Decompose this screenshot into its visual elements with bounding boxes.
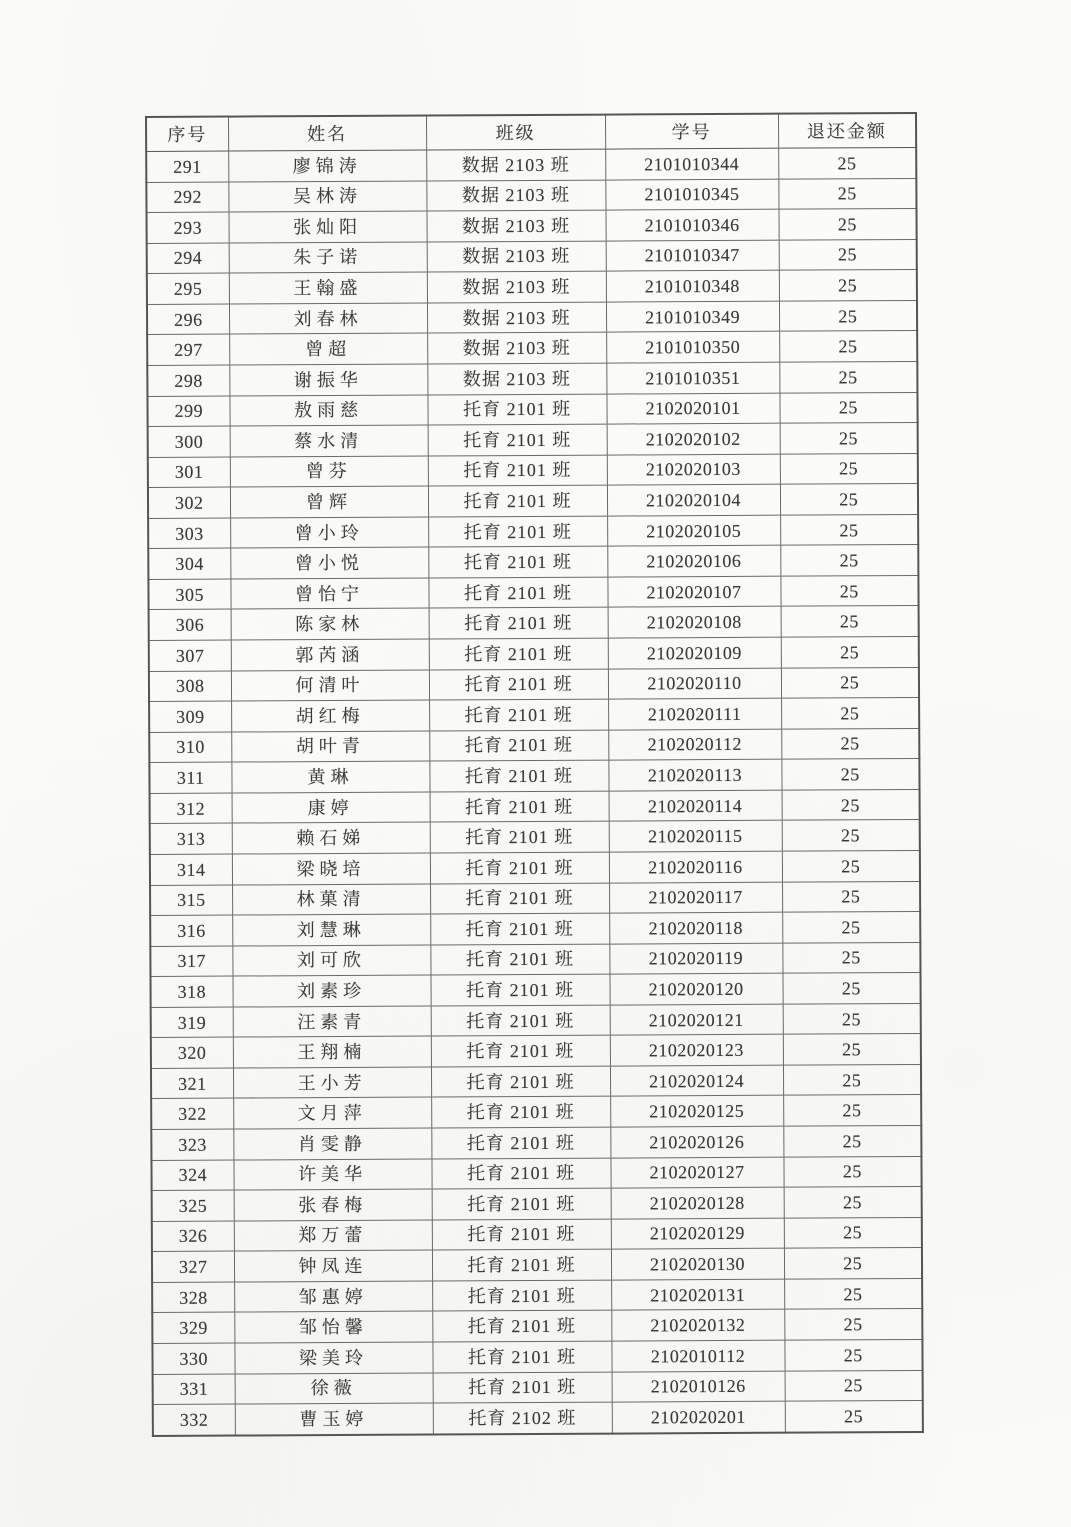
cell-class: 托育 2101 班: [430, 944, 609, 975]
cell-index: 323: [151, 1129, 233, 1160]
cell-index: 320: [151, 1037, 233, 1068]
cell-class: 托育 2101 班: [431, 1127, 610, 1158]
cell-amount: 25: [785, 1370, 923, 1401]
cell-class: 托育 2101 班: [428, 424, 607, 455]
cell-student-id: 2101010351: [606, 362, 779, 393]
cell-class: 托育 2101 班: [430, 821, 609, 852]
cell-class: 托育 2101 班: [433, 1372, 612, 1403]
cell-amount: 25: [782, 912, 920, 943]
table-row: [150, 881, 920, 916]
cell-name: 许美华: [233, 1159, 431, 1191]
cell-name: 胡叶青: [231, 731, 429, 763]
cell-name: 廖锦涛: [228, 150, 426, 182]
cell-index: 313: [150, 823, 232, 854]
cell-index: 316: [150, 915, 232, 946]
cell-name: 郑万蕾: [234, 1220, 432, 1252]
cell-class: 数据 2103 班: [426, 180, 605, 211]
table-row: [148, 575, 918, 610]
cell-class: 数据 2103 班: [427, 210, 606, 241]
cell-index: 303: [148, 518, 230, 549]
table-row: [148, 514, 918, 549]
cell-name: 何清叶: [231, 670, 429, 702]
cell-student-id: 2102020106: [607, 545, 780, 576]
table-header-row: [146, 113, 916, 152]
cell-name: 吴林涛: [228, 181, 426, 213]
table-row: [146, 178, 916, 213]
cell-amount: 25: [781, 759, 919, 790]
cell-name: 邹怡馨: [234, 1311, 432, 1343]
table-row: [152, 1217, 922, 1252]
header-cell-amount: 退还金额: [778, 113, 916, 148]
cell-name: 汪素青: [233, 1006, 431, 1038]
cell-amount: 25: [778, 178, 916, 209]
cell-amount: 25: [782, 881, 920, 912]
cell-index: 293: [147, 212, 229, 243]
cell-name: 钟凤连: [234, 1250, 432, 1282]
cell-student-id: 2102010126: [612, 1371, 785, 1402]
cell-index: 307: [149, 640, 231, 671]
cell-class: 托育 2101 班: [431, 1097, 610, 1128]
cell-amount: 25: [784, 1187, 922, 1218]
cell-class: 托育 2101 班: [429, 730, 608, 761]
cell-name: 曾辉: [230, 486, 428, 518]
cell-class: 托育 2101 班: [429, 669, 608, 700]
cell-student-id: 2102020115: [609, 821, 782, 852]
cell-index: 296: [147, 304, 229, 335]
table-row: [148, 545, 918, 580]
table-row: [147, 239, 917, 274]
cell-student-id: 2102020102: [607, 423, 780, 454]
cell-amount: 25: [782, 973, 920, 1004]
table-row: [149, 698, 919, 733]
cell-amount: 25: [780, 423, 918, 454]
cell-amount: 25: [783, 1003, 921, 1034]
cell-amount: 25: [778, 147, 916, 178]
cell-amount: 25: [782, 789, 920, 820]
cell-index: 318: [151, 976, 233, 1007]
cell-student-id: 2102020126: [610, 1126, 783, 1157]
cell-class: 托育 2101 班: [429, 760, 608, 791]
cell-index: 295: [147, 273, 229, 304]
cell-amount: 25: [781, 698, 919, 729]
cell-index: 331: [153, 1374, 235, 1405]
table-row: [151, 1156, 921, 1191]
cell-student-id: 2102020125: [610, 1096, 783, 1127]
cell-student-id: 2102020101: [606, 393, 779, 424]
cell-class: 托育 2101 班: [427, 394, 606, 425]
table-row: [148, 453, 918, 488]
cell-class: 托育 2101 班: [432, 1188, 611, 1219]
cell-index: 314: [150, 854, 232, 885]
cell-index: 300: [148, 426, 230, 457]
cell-student-id: 2102010112: [611, 1340, 784, 1371]
cell-amount: 25: [783, 1064, 921, 1095]
cell-index: 309: [149, 701, 231, 732]
cell-class: 托育 2101 班: [432, 1249, 611, 1280]
cell-name: 梁美玲: [234, 1342, 432, 1374]
table-row: [151, 1003, 921, 1038]
header-cell-class: 班级: [426, 115, 605, 150]
cell-amount: 25: [784, 1339, 922, 1370]
cell-amount: 25: [780, 484, 918, 515]
cell-amount: 25: [779, 300, 917, 331]
cell-index: 315: [150, 885, 232, 916]
table-body: [146, 147, 923, 1435]
cell-amount: 25: [780, 453, 918, 484]
cell-amount: 25: [779, 239, 917, 270]
table-row: [153, 1370, 923, 1405]
cell-class: 托育 2101 班: [430, 852, 609, 883]
cell-amount: 25: [779, 331, 917, 362]
cell-class: 托育 2101 班: [431, 1066, 610, 1097]
cell-amount: 25: [783, 1156, 921, 1187]
cell-student-id: 2102020107: [607, 576, 780, 607]
cell-class: 数据 2103 班: [426, 149, 605, 180]
table-row: [152, 1309, 922, 1344]
table-row: [150, 942, 920, 977]
cell-amount: 25: [782, 850, 920, 881]
cell-name: 刘春林: [229, 303, 427, 335]
cell-class: 托育 2101 班: [431, 974, 610, 1005]
cell-index: 305: [148, 579, 230, 610]
cell-name: 刘素珍: [233, 975, 431, 1007]
cell-amount: 25: [780, 514, 918, 545]
cell-amount: 25: [784, 1278, 922, 1309]
cell-student-id: 2102020119: [609, 943, 782, 974]
table-row: [148, 423, 918, 458]
cell-student-id: 2102020104: [607, 484, 780, 515]
cell-student-id: 2102020111: [608, 698, 781, 729]
table-row: [149, 606, 919, 641]
cell-name: 康婷: [232, 792, 430, 824]
cell-class: 托育 2101 班: [430, 883, 609, 914]
cell-name: 曾芬: [230, 456, 428, 488]
cell-class: 托育 2101 班: [429, 608, 608, 639]
cell-index: 328: [152, 1282, 234, 1313]
cell-student-id: 2102020114: [609, 790, 782, 821]
cell-class: 托育 2101 班: [430, 913, 609, 944]
cell-amount: 25: [781, 606, 919, 637]
cell-index: 297: [147, 334, 229, 365]
cell-class: 托育 2101 班: [431, 1005, 610, 1036]
header-cell-name: 姓名: [228, 116, 426, 152]
cell-student-id: 2102020121: [610, 1004, 783, 1035]
cell-name: 曾怡宁: [230, 578, 428, 610]
table-row: [152, 1278, 922, 1313]
cell-student-id: 2102020127: [610, 1157, 783, 1188]
table-row: [153, 1401, 923, 1436]
table-row: [150, 850, 920, 885]
cell-name: 王翰盛: [229, 272, 427, 304]
cell-amount: 25: [783, 1125, 921, 1156]
cell-name: 陈家林: [231, 608, 429, 640]
refund-table-wrapper: [145, 112, 924, 1437]
cell-amount: 25: [778, 209, 916, 240]
cell-class: 数据 2103 班: [427, 302, 606, 333]
cell-name: 梁晓培: [232, 853, 430, 885]
cell-student-id: 2102020120: [610, 973, 783, 1004]
table-row: [151, 1125, 921, 1160]
cell-student-id: 2102020201: [612, 1401, 785, 1433]
cell-name: 文月萍: [233, 1097, 431, 1129]
cell-student-id: 2102020112: [608, 729, 781, 760]
cell-student-id: 2101010346: [605, 209, 778, 240]
cell-name: 刘慧琳: [232, 914, 430, 946]
cell-student-id: 2101010350: [606, 332, 779, 363]
cell-name: 郭芮涵: [231, 639, 429, 671]
cell-index: 298: [147, 365, 229, 396]
cell-class: 数据 2103 班: [427, 363, 606, 394]
cell-index: 311: [149, 762, 231, 793]
cell-amount: 25: [781, 667, 919, 698]
cell-index: 308: [149, 671, 231, 702]
cell-index: 310: [149, 732, 231, 763]
cell-name: 敖雨慈: [229, 395, 427, 427]
cell-student-id: 2102020132: [611, 1310, 784, 1341]
cell-class: 托育 2101 班: [429, 638, 608, 669]
cell-index: 327: [152, 1251, 234, 1282]
cell-student-id: 2102020123: [610, 1034, 783, 1065]
table-row: [147, 392, 917, 427]
cell-index: 329: [152, 1312, 234, 1343]
header-cell-index: 序号: [146, 117, 228, 152]
cell-index: 301: [148, 457, 230, 488]
cell-name: 曾超: [229, 333, 427, 365]
cell-index: 326: [152, 1221, 234, 1252]
cell-index: 325: [152, 1190, 234, 1221]
table-row: [152, 1339, 922, 1374]
table-row: [147, 300, 917, 335]
cell-class: 托育 2101 班: [428, 516, 607, 547]
cell-amount: 25: [784, 1217, 922, 1248]
cell-class: 托育 2101 班: [428, 455, 607, 486]
cell-name: 朱子诺: [229, 242, 427, 274]
cell-name: 黄琳: [231, 761, 429, 793]
cell-amount: 25: [779, 270, 917, 301]
table-row: [151, 1034, 921, 1069]
cell-class: 托育 2101 班: [428, 577, 607, 608]
cell-student-id: 2101010349: [606, 301, 779, 332]
cell-amount: 25: [782, 820, 920, 851]
table-row: [152, 1187, 922, 1222]
table-row: [147, 270, 917, 305]
cell-student-id: 2102020124: [610, 1065, 783, 1096]
cell-amount: 25: [784, 1309, 922, 1340]
cell-class: 托育 2101 班: [431, 1035, 610, 1066]
cell-class: 托育 2101 班: [432, 1219, 611, 1250]
cell-name: 赖石娣: [232, 822, 430, 854]
cell-name: 刘可欣: [232, 945, 430, 977]
cell-student-id: 2102020131: [611, 1279, 784, 1310]
cell-student-id: 2102020105: [607, 515, 780, 546]
cell-student-id: 2101010347: [606, 240, 779, 271]
cell-amount: 25: [779, 361, 917, 392]
cell-student-id: 2102020117: [609, 882, 782, 913]
cell-student-id: 2101010345: [605, 179, 778, 210]
cell-index: 306: [149, 609, 231, 640]
cell-student-id: 2102020109: [608, 637, 781, 668]
cell-student-id: 2102020103: [607, 454, 780, 485]
cell-name: 曾小玲: [230, 517, 428, 549]
cell-name: 肖雯静: [233, 1128, 431, 1160]
cell-student-id: 2102020128: [611, 1187, 784, 1218]
cell-amount: 25: [781, 728, 919, 759]
cell-student-id: 2102020130: [611, 1248, 784, 1279]
cell-amount: 25: [785, 1401, 923, 1433]
cell-index: 292: [146, 182, 228, 213]
cell-student-id: 2102020116: [609, 851, 782, 882]
cell-name: 林菓清: [232, 884, 430, 916]
table-row: [151, 1064, 921, 1099]
cell-class: 数据 2103 班: [427, 241, 606, 272]
cell-name: 徐薇: [235, 1373, 433, 1405]
cell-name: 王小芳: [233, 1067, 431, 1099]
refund-table: [145, 112, 924, 1437]
table-row: [146, 147, 916, 182]
table-row: [150, 789, 920, 824]
cell-index: 330: [152, 1343, 234, 1374]
table-row: [150, 820, 920, 855]
cell-name: 曹玉婷: [235, 1403, 433, 1435]
cell-class: 托育 2101 班: [428, 485, 607, 516]
cell-amount: 25: [783, 1095, 921, 1126]
cell-index: 322: [151, 1098, 233, 1129]
table-row: [147, 331, 917, 366]
table-row: [149, 728, 919, 763]
cell-student-id: 2102020118: [609, 912, 782, 943]
cell-class: 数据 2103 班: [427, 271, 606, 302]
table-row: [151, 1095, 921, 1130]
cell-class: 托育 2102 班: [433, 1402, 612, 1434]
cell-amount: 25: [780, 545, 918, 576]
cell-class: 托育 2101 班: [431, 1158, 610, 1189]
cell-student-id: 2102020110: [608, 668, 781, 699]
cell-name: 曾小悦: [230, 547, 428, 579]
cell-index: 312: [150, 793, 232, 824]
cell-name: 张春梅: [234, 1189, 432, 1221]
table-row: [150, 912, 920, 947]
cell-name: 谢振华: [229, 364, 427, 396]
cell-name: 邹惠婷: [234, 1281, 432, 1313]
cell-index: 294: [147, 243, 229, 274]
cell-name: 王翔楠: [233, 1036, 431, 1068]
table-row: [149, 636, 919, 671]
table-row: [147, 361, 917, 396]
cell-index: 324: [151, 1160, 233, 1191]
cell-student-id: 2102020113: [608, 759, 781, 790]
cell-class: 托育 2101 班: [432, 1280, 611, 1311]
cell-index: 317: [150, 946, 232, 977]
table-row: [149, 667, 919, 702]
cell-class: 托育 2101 班: [430, 791, 609, 822]
cell-index: 302: [148, 487, 230, 518]
cell-student-id: 2102020129: [611, 1218, 784, 1249]
cell-student-id: 2102020108: [608, 607, 781, 638]
cell-class: 数据 2103 班: [427, 332, 606, 363]
cell-amount: 25: [781, 636, 919, 667]
cell-student-id: 2101010348: [606, 270, 779, 301]
table-row: [152, 1248, 922, 1283]
cell-name: 蔡水清: [230, 425, 428, 457]
cell-index: 321: [151, 1068, 233, 1099]
cell-amount: 25: [783, 1034, 921, 1065]
cell-amount: 25: [780, 575, 918, 606]
cell-class: 托育 2101 班: [429, 699, 608, 730]
cell-index: 319: [151, 1007, 233, 1038]
header-cell-student-id: 学号: [605, 114, 778, 149]
table-row: [151, 973, 921, 1008]
cell-name: 胡红梅: [231, 700, 429, 732]
cell-class: 托育 2101 班: [428, 546, 607, 577]
cell-index: 332: [153, 1404, 235, 1435]
cell-amount: 25: [782, 942, 920, 973]
cell-name: 张灿阳: [229, 211, 427, 243]
cell-amount: 25: [779, 392, 917, 423]
table-row: [149, 759, 919, 794]
cell-class: 托育 2101 班: [432, 1341, 611, 1372]
table-row: [148, 484, 918, 519]
cell-class: 托育 2101 班: [432, 1310, 611, 1341]
cell-index: 299: [147, 396, 229, 427]
cell-student-id: 2101010344: [605, 148, 778, 179]
table-row: [147, 209, 917, 244]
cell-index: 304: [148, 548, 230, 579]
cell-index: 291: [146, 151, 228, 182]
cell-amount: 25: [784, 1248, 922, 1279]
